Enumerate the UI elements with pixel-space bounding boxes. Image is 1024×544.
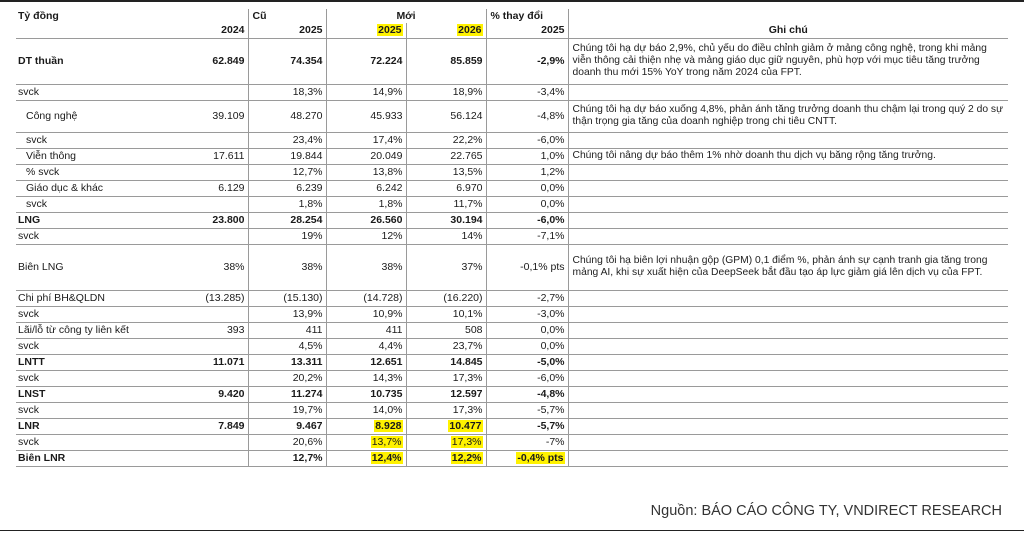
cell-chg: 0,0% [486, 338, 568, 354]
cell-new2025: 72.224 [326, 38, 406, 84]
cell-old2025: 12,7% [248, 164, 326, 180]
cell-new2025: 45.933 [326, 100, 406, 132]
cell-new2026: 10,1% [406, 306, 486, 322]
row-note [568, 132, 1008, 148]
cell-v2024: 393 [182, 322, 248, 338]
row-note: Chúng tôi hạ biên lợi nhuận gộp (GPM) 0,1 điểm %, phản ánh sự cạnh tranh gia tăng trong mảng AI, khi sự xuất hiện của DeepSeek bắt đầu tạo áp lực giảm giá lên dịch vụ của FPT. [568, 244, 1008, 290]
row-label: svck [16, 370, 182, 386]
cell-chg: -0,4% pts [517, 451, 564, 464]
cell-new2026: 22,2% [406, 132, 486, 148]
group-change-label: % thay đổi [486, 9, 568, 23]
cell-old2025: 9.467 [248, 418, 326, 434]
cell-chg: -4,8% [486, 100, 568, 132]
cell-new2025: 13,7% [371, 435, 402, 448]
cell-v2024: 17.611 [182, 148, 248, 164]
row-label: Công nghệ [16, 100, 182, 132]
row-note [568, 212, 1008, 228]
top-rule [0, 0, 1024, 2]
cell-old2025: (15.130) [248, 290, 326, 306]
row-label: svck [16, 434, 182, 450]
cell-chg: -7,1% [486, 228, 568, 244]
row-note [568, 180, 1008, 196]
row-note: Chúng tôi nâng dự báo thêm 1% nhờ doanh thu dịch vụ băng rộng tăng trưởng. [568, 148, 1008, 164]
row-label: Chi phí BH&QLDN [16, 290, 182, 306]
group-new-label: Mới [326, 9, 486, 23]
row-note [568, 322, 1008, 338]
cell-new2026: 508 [406, 322, 486, 338]
cell-new2025: 10.735 [326, 386, 406, 402]
cell-chg: -5,7% [486, 418, 568, 434]
cell-chg: -7% [486, 434, 568, 450]
row-note: Chúng tôi hạ dự báo xuống 4,8%, phản ánh tăng trưởng doanh thu chậm lại trong quý 2 do sự thận trọng gia tăng của doanh nghiệp trong chi tiêu CNTT. [568, 100, 1008, 132]
table-row [16, 38, 1008, 84]
header-row-years [16, 23, 1008, 38]
cell-v2024: 6.129 [182, 180, 248, 196]
cell-new2025: (14.728) [326, 290, 406, 306]
cell-old2025: 48.270 [248, 100, 326, 132]
table-row [16, 354, 1008, 370]
cell-old2025: 19% [248, 228, 326, 244]
cell-new2025: 20.049 [326, 148, 406, 164]
cell-old2025: 6.239 [248, 180, 326, 196]
row-label: svck [16, 306, 182, 322]
table-row [16, 434, 1008, 450]
table-row [16, 228, 1008, 244]
cell-chg: 0,0% [486, 196, 568, 212]
row-note [568, 402, 1008, 418]
row-note [568, 228, 1008, 244]
cell-v2024: 9.420 [182, 386, 248, 402]
cell-v2024: 62.849 [182, 38, 248, 84]
unit-label: Tỷ đồng [18, 9, 59, 22]
row-note: Chúng tôi hạ dự báo 2,9%, chủ yếu do điều chỉnh giảm ở mảng công nghệ, trong khi mảng viễn thông cải thiện nhẹ và mảng giáo dục giữ nguyên, phù hợp với mục tiêu tăng trưởng doanh thu mới 15% YoY trong năm 2024 của FPT. [568, 38, 1008, 84]
cell-v2024 [182, 338, 248, 354]
row-label: Giáo dục & khác [16, 180, 182, 196]
group-old-label: Cũ [248, 9, 326, 23]
table-row [16, 402, 1008, 418]
cell-new2026: 14% [406, 228, 486, 244]
cell-new2026: 18,9% [406, 84, 486, 100]
cell-v2024 [182, 450, 248, 466]
cell-chg: -2,9% [486, 38, 568, 84]
cell-new2026: 85.859 [406, 38, 486, 84]
cell-new2026: 14.845 [406, 354, 486, 370]
cell-old2025: 11.274 [248, 386, 326, 402]
cell-old2025: 28.254 [248, 212, 326, 228]
cell-new2026: 30.194 [406, 212, 486, 228]
cell-new2025: 14,3% [326, 370, 406, 386]
table-row [16, 386, 1008, 402]
col-new-2026: 2026 [458, 23, 482, 36]
cell-old2025: 19.844 [248, 148, 326, 164]
table-row [16, 132, 1008, 148]
cell-chg: -6,0% [486, 132, 568, 148]
source-note: Nguồn: BÁO CÁO CÔNG TY, VNDIRECT RESEARCH [650, 503, 1002, 519]
row-note [568, 84, 1008, 100]
cell-chg: -4,8% [486, 386, 568, 402]
cell-old2025: 13.311 [248, 354, 326, 370]
cell-chg: -5,7% [486, 402, 568, 418]
cell-new2025: 10,9% [326, 306, 406, 322]
table-row [16, 164, 1008, 180]
cell-v2024 [182, 434, 248, 450]
table-row [16, 180, 1008, 196]
cell-new2025: 6.242 [326, 180, 406, 196]
cell-new2025: 12,4% [371, 451, 402, 464]
cell-v2024 [182, 306, 248, 322]
row-note [568, 450, 1008, 466]
table-row [16, 244, 1008, 290]
col-old-2025: 2025 [248, 23, 326, 38]
cell-new2025: 14,0% [326, 402, 406, 418]
row-note [568, 434, 1008, 450]
cell-v2024 [182, 228, 248, 244]
cell-old2025: 38% [248, 244, 326, 290]
row-label: svck [16, 132, 182, 148]
row-note [568, 164, 1008, 180]
row-note [568, 338, 1008, 354]
cell-old2025: 411 [248, 322, 326, 338]
cell-v2024: 23.800 [182, 212, 248, 228]
cell-new2025: 1,8% [326, 196, 406, 212]
table-row [16, 100, 1008, 132]
cell-new2026: 13,5% [406, 164, 486, 180]
cell-v2024: 7.849 [182, 418, 248, 434]
cell-new2026: 6.970 [406, 180, 486, 196]
row-label: LNTT [16, 354, 182, 370]
table-row [16, 338, 1008, 354]
cell-v2024: 38% [182, 244, 248, 290]
row-label: Biên LNR [16, 450, 182, 466]
cell-new2026: 23,7% [406, 338, 486, 354]
table-row [16, 196, 1008, 212]
cell-new2025: 411 [326, 322, 406, 338]
notes-label: Ghi chú [568, 23, 1008, 38]
row-label: svck [16, 228, 182, 244]
cell-chg: -3,0% [486, 306, 568, 322]
row-note [568, 354, 1008, 370]
row-label: % svck [16, 164, 182, 180]
cell-v2024 [182, 402, 248, 418]
cell-chg: -0,1% pts [486, 244, 568, 290]
row-note [568, 306, 1008, 322]
table-row [16, 84, 1008, 100]
cell-new2026: 17,3% [406, 402, 486, 418]
cell-new2026: 10.477 [449, 419, 482, 432]
cell-old2025: 12,7% [248, 450, 326, 466]
cell-new2026: 17,3% [451, 435, 482, 448]
cell-v2024: (13.285) [182, 290, 248, 306]
cell-chg: 1,0% [486, 148, 568, 164]
cell-chg: -6,0% [486, 212, 568, 228]
cell-new2026: 22.765 [406, 148, 486, 164]
row-note [568, 370, 1008, 386]
cell-chg: 0,0% [486, 322, 568, 338]
cell-old2025: 18,3% [248, 84, 326, 100]
cell-chg: -6,0% [486, 370, 568, 386]
row-label: LNG [16, 212, 182, 228]
col-change-2025: 2025 [486, 23, 568, 38]
cell-chg: -3,4% [486, 84, 568, 100]
table-row [16, 306, 1008, 322]
cell-new2025: 8.928 [375, 419, 402, 432]
cell-new2026: 11,7% [406, 196, 486, 212]
cell-old2025: 23,4% [248, 132, 326, 148]
row-label: DT thuần [16, 38, 182, 84]
cell-old2025: 74.354 [248, 38, 326, 84]
table-row [16, 450, 1008, 466]
cell-new2026: 56.124 [406, 100, 486, 132]
cell-new2025: 38% [326, 244, 406, 290]
cell-old2025: 19,7% [248, 402, 326, 418]
bottom-rule [0, 530, 1024, 531]
cell-old2025: 20,6% [248, 434, 326, 450]
cell-v2024: 11.071 [182, 354, 248, 370]
cell-chg: -5,0% [486, 354, 568, 370]
cell-new2025: 12.651 [326, 354, 406, 370]
cell-new2025: 26.560 [326, 212, 406, 228]
row-label: svck [16, 338, 182, 354]
cell-old2025: 20,2% [248, 370, 326, 386]
cell-new2026: 12.597 [406, 386, 486, 402]
cell-old2025: 13,9% [248, 306, 326, 322]
row-label: svck [16, 402, 182, 418]
cell-new2025: 4,4% [326, 338, 406, 354]
cell-v2024 [182, 164, 248, 180]
row-label: LNST [16, 386, 182, 402]
row-label: LNR [16, 418, 182, 434]
cell-chg: -2,7% [486, 290, 568, 306]
cell-v2024 [182, 84, 248, 100]
cell-new2026: (16.220) [406, 290, 486, 306]
forecast-table [16, 9, 1008, 467]
cell-new2026: 12,2% [451, 451, 482, 464]
table-row [16, 322, 1008, 338]
cell-v2024 [182, 132, 248, 148]
table-row [16, 212, 1008, 228]
cell-new2026: 37% [406, 244, 486, 290]
table-row [16, 148, 1008, 164]
col-new-2025: 2025 [378, 23, 402, 36]
cell-new2025: 17,4% [326, 132, 406, 148]
row-label: Viễn thông [16, 148, 182, 164]
table-row [16, 418, 1008, 434]
table-row [16, 370, 1008, 386]
row-label: svck [16, 196, 182, 212]
row-label: Biên LNG [16, 244, 182, 290]
row-label: Lãi/lỗ từ công ty liên kết [16, 322, 182, 338]
col-2024: 2024 [182, 23, 248, 38]
row-note [568, 196, 1008, 212]
row-note [568, 290, 1008, 306]
cell-chg: 0,0% [486, 180, 568, 196]
cell-old2025: 4,5% [248, 338, 326, 354]
cell-new2025: 14,9% [326, 84, 406, 100]
cell-v2024 [182, 196, 248, 212]
cell-chg: 1,2% [486, 164, 568, 180]
cell-new2025: 13,8% [326, 164, 406, 180]
row-note [568, 386, 1008, 402]
table-row [16, 290, 1008, 306]
cell-v2024 [182, 370, 248, 386]
cell-new2026: 17,3% [406, 370, 486, 386]
header-row-groups [16, 9, 1008, 23]
row-label: svck [16, 84, 182, 100]
cell-old2025: 1,8% [248, 196, 326, 212]
cell-v2024: 39.109 [182, 100, 248, 132]
row-note [568, 418, 1008, 434]
cell-new2025: 12% [326, 228, 406, 244]
